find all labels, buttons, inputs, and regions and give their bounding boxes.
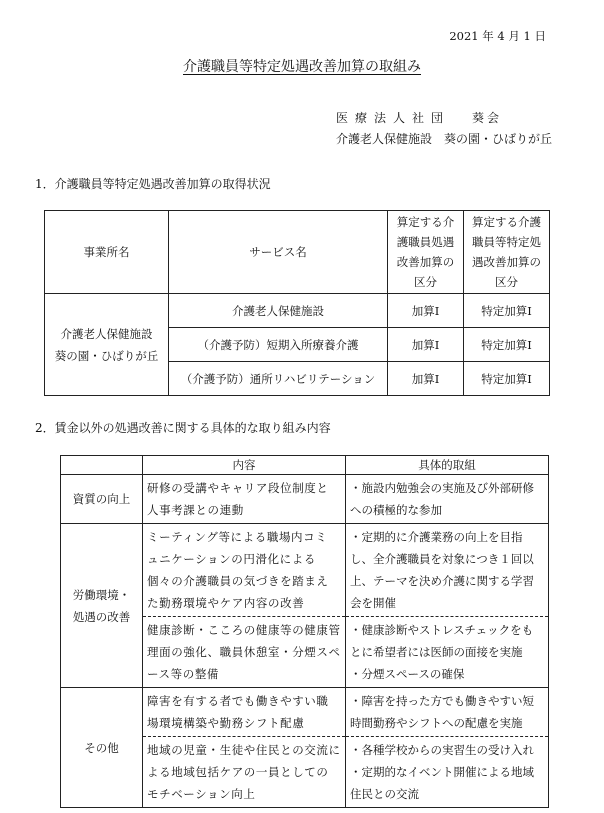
detail-line: への積極的な参加 <box>350 503 442 517</box>
header-tokutei <box>464 211 550 294</box>
detail-line: とに希望者には医師の面接を実施 <box>350 645 523 659</box>
category-other: その他 <box>61 688 143 808</box>
service-name: 介護老人保健施設 <box>169 294 388 328</box>
office-name-line: 介護老人保健施設 <box>60 326 153 341</box>
content-line: 個々の介護職員の気づきを踏まえ <box>147 574 329 588</box>
detail-cell <box>346 524 549 617</box>
content-line: 健康診断・こころの健康等の健康管 <box>147 623 341 637</box>
corporation-prefix: 医療法人社団 <box>336 111 451 125</box>
header-content: 内容 <box>143 456 346 475</box>
content-line: ミーティング等による職場内コミ <box>147 530 328 544</box>
initiatives-table <box>60 455 549 808</box>
document-date: 2021 年 4 月 1 日 <box>449 29 546 43</box>
corporation-name <box>336 109 502 126</box>
header-kasan-line: 改善加算の <box>396 255 455 269</box>
content-cell <box>143 617 346 688</box>
header-tokutei-line: 算定する介護 <box>472 215 541 229</box>
detail-line: 時間勤務やシフトへの配慮を実施 <box>350 716 523 730</box>
service-name: （介護予防）通所リハビリテーション <box>169 362 388 396</box>
content-line: モチベーション向上 <box>147 787 256 801</box>
content-line: 理面の強化、職員休憩室・分煙スペ <box>147 645 341 659</box>
header-detail: 具体的取組 <box>346 456 549 475</box>
content-line: ース等の整備 <box>147 667 220 681</box>
detail-line: ・定期的なイベント開催による地域 <box>350 765 534 779</box>
content-line: 人事考課との連動 <box>147 503 244 517</box>
acquisition-status-table <box>44 210 550 396</box>
header-office: 事業所名 <box>45 211 169 294</box>
detail-line: ・障害を持った方でも働きやすい短 <box>350 694 534 708</box>
content-line: 研修の受講やキャリア段位制度と <box>147 481 329 495</box>
content-cell <box>143 688 346 737</box>
content-cell <box>143 475 346 524</box>
service-name: （介護予防）短期入所療養介護 <box>169 328 388 362</box>
category-line: 労働環境・ <box>72 587 131 602</box>
category-line: 処遇の改善 <box>72 609 131 624</box>
document-title <box>0 56 604 76</box>
header-kasan-line: 算定する介 <box>396 215 455 229</box>
corporation-short-name: 葵会 <box>472 111 503 125</box>
detail-line: ・施設内勉強会の実施及び外部研修 <box>350 481 534 495</box>
header-tokutei-line: 遇改善加算の <box>472 255 541 269</box>
kasan-value: 加算Ⅰ <box>388 362 464 396</box>
category-work-environment <box>61 524 143 688</box>
header-service: サービス名 <box>169 211 388 294</box>
content-line: 障害を有する者でも働きやすい職 <box>147 694 329 708</box>
kasan-value: 加算Ⅰ <box>388 328 464 362</box>
header-kasan-line: 区分 <box>414 275 437 289</box>
tokutei-value: 特定加算Ⅰ <box>464 362 550 396</box>
office-name-line: 葵の園・ひばりが丘 <box>54 348 159 363</box>
content-cell <box>143 737 346 808</box>
kasan-value: 加算Ⅰ <box>388 294 464 328</box>
header-tokutei-line: 職員等特定処 <box>472 235 541 249</box>
detail-cell <box>346 737 549 808</box>
header-kasan <box>388 211 464 294</box>
detail-line: ・各種学校からの実習生の受け入れ <box>350 743 534 757</box>
content-line: た勤務環境やケア内容の改善 <box>147 596 305 610</box>
header-tokutei-line: 区分 <box>495 275 518 289</box>
content-line: ュニケーションの円滑化による <box>147 552 316 566</box>
detail-cell <box>346 688 549 737</box>
detail-cell <box>346 617 549 688</box>
detail-line: 上、テーマを決め介護に関する学習 <box>350 574 534 588</box>
section1-heading: 1．介護職員等特定処遇改善加算の取得状況 <box>35 177 271 191</box>
office-name-cell <box>45 294 169 396</box>
tokutei-value: 特定加算Ⅰ <box>464 328 550 362</box>
detail-cell <box>346 475 549 524</box>
detail-line: 住民との交流 <box>350 787 419 801</box>
detail-line: ・定期的に介護業務の向上を目指 <box>350 530 523 544</box>
content-line: 地域の児童・生徒や住民との交流に <box>147 743 341 757</box>
header-blank <box>61 456 143 475</box>
detail-line: し、全介護職員を対象につき１回以 <box>350 552 534 566</box>
content-cell <box>143 524 346 617</box>
content-line: よる地域包括ケアの一員としての <box>147 765 329 779</box>
detail-line: ・分煙スペースの確保 <box>350 667 465 681</box>
document-title-text: 介護職員等特定処遇改善加算の取組み <box>183 59 421 75</box>
category-quality: 資質の向上 <box>61 475 143 524</box>
detail-line: ・健康診断やストレスチェックをも <box>350 623 534 637</box>
content-line: 場環境構築や勤務シフト配慮 <box>147 716 305 730</box>
section2-heading: 2．賃金以外の処遇改善に関する具体的な取り組み内容 <box>35 421 331 435</box>
facility-name: 介護老人保健施設 葵の園・ひばりが丘 <box>336 132 553 146</box>
detail-line: 会を開催 <box>350 596 396 610</box>
header-kasan-line: 護職員処遇 <box>396 235 455 249</box>
tokutei-value: 特定加算Ⅰ <box>464 294 550 328</box>
